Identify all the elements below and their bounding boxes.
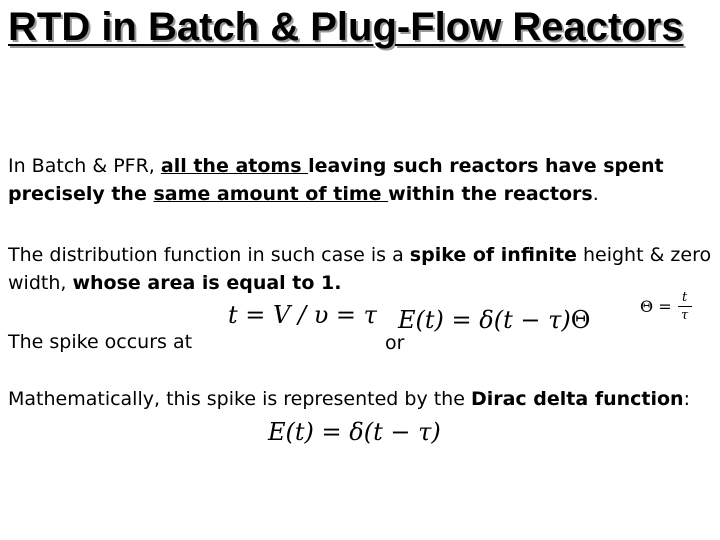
p4-dirac: Dirac delta function bbox=[470, 388, 684, 410]
p2-area: whose area is equal to 1. bbox=[72, 272, 342, 294]
p2-text-c: height & zero width, bbox=[8, 244, 712, 294]
theta-lhs: Θ = bbox=[640, 297, 672, 316]
equation-e-theta bbox=[398, 306, 590, 334]
p2-text-a: The distribution function in such case is a bbox=[8, 244, 410, 266]
p4-text-a: Mathematically, this spike is represented by the bbox=[8, 388, 471, 410]
or-label: or bbox=[385, 332, 405, 354]
p4-colon: : bbox=[683, 388, 690, 410]
p1-all-atoms: all the atoms bbox=[160, 155, 309, 177]
slide-title: RTD in Batch & Plug-Flow Reactors bbox=[8, 5, 684, 49]
equation-time: t = V / υ = τ bbox=[228, 301, 377, 329]
equation-theta bbox=[640, 290, 692, 323]
theta-numerator: t bbox=[681, 290, 688, 305]
paragraph-batch-pfr bbox=[8, 152, 713, 208]
equation-e-theta-right: Θ bbox=[570, 306, 591, 334]
p1-period: . bbox=[592, 183, 599, 205]
fraction-bar bbox=[678, 306, 692, 307]
theta-fraction bbox=[678, 290, 692, 323]
p1-same-amount: same amount of time bbox=[153, 183, 389, 205]
theta-denominator: τ bbox=[681, 308, 689, 323]
equation-e-theta-left: E(t) = δ(t − τ) bbox=[398, 306, 571, 334]
equation-dirac: E(t) = δ(t − τ) bbox=[268, 418, 441, 446]
p3-text: The spike occurs at bbox=[8, 331, 193, 353]
p1-text-a: In Batch & PFR, bbox=[8, 155, 161, 177]
paragraph-distribution bbox=[8, 241, 713, 297]
paragraph-spike-occurs bbox=[8, 328, 192, 356]
paragraph-dirac bbox=[8, 385, 713, 413]
p2-spike: spike of infinite bbox=[409, 244, 577, 266]
p1-text-c: leaving such reactors have spent precisely the bbox=[8, 155, 664, 205]
p1-within: within the reactors bbox=[388, 183, 593, 205]
